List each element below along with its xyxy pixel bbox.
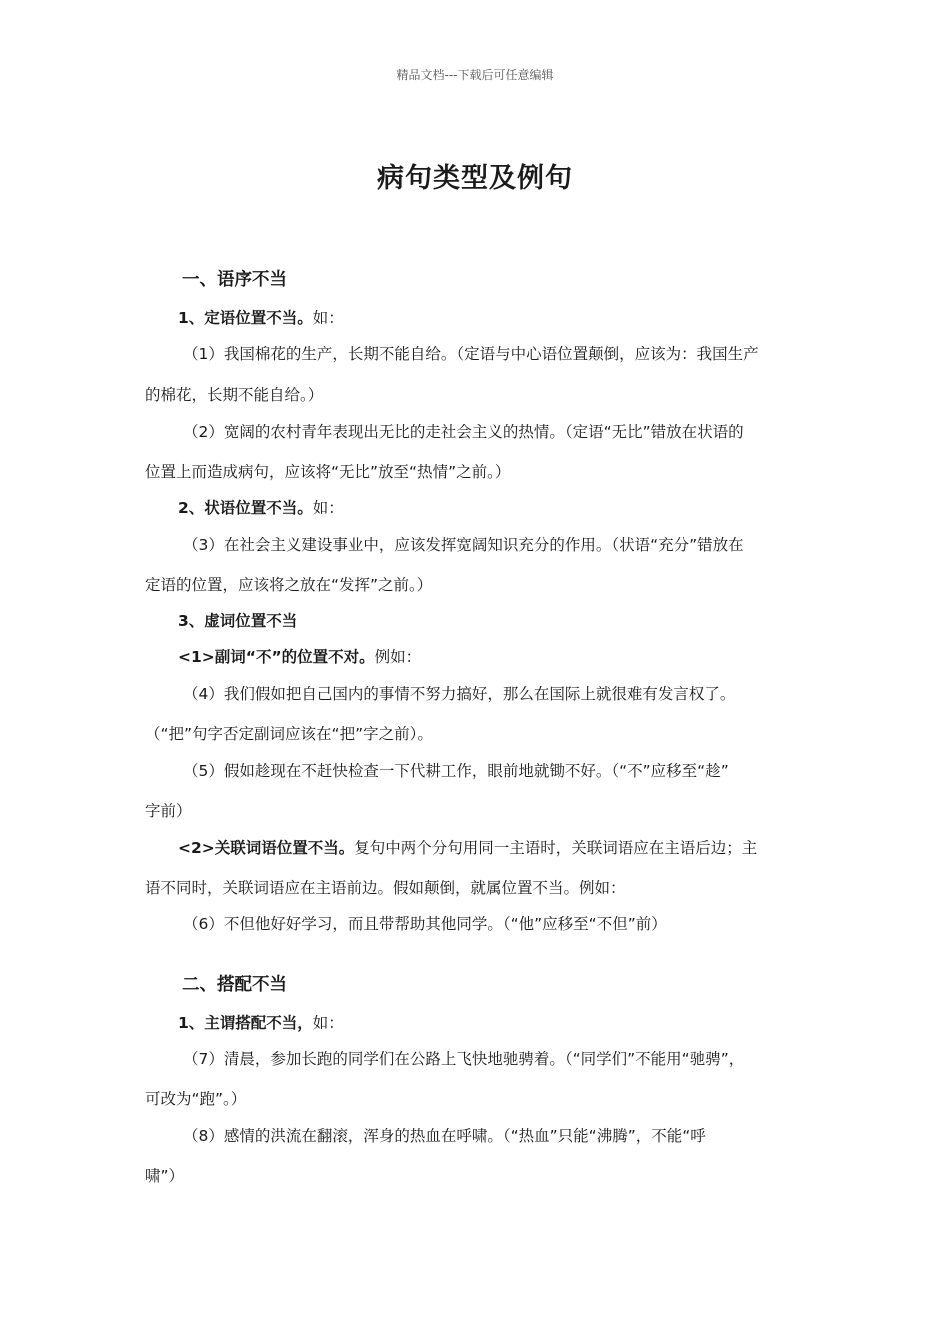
- example-line: 位置上而造成病句，应该将“无比”放至“热情”之前。）: [145, 463, 511, 481]
- subheading-bold: 1、定语位置不当。: [178, 309, 313, 327]
- example-line: （6）不但他好好学习，而且带帮助其他同学。（“他”应移至“不但”前）: [183, 915, 667, 933]
- subheading: [178, 1013, 344, 1033]
- example-line: （4）我们假如把自己国内的事情不努力搞好，那么在国际上就很难有发言权了。: [183, 685, 736, 703]
- subheading: [178, 838, 757, 858]
- subheading-text: 复句中两个分句用同一主语时，关联词语应在主语后边；主: [354, 839, 758, 857]
- subheading: [178, 498, 344, 518]
- subheading-text: 如：: [312, 499, 344, 517]
- subheading-text: 如：: [312, 309, 344, 327]
- subheading-bold: 2、状语位置不当。: [178, 499, 313, 517]
- subheading-text: 例如：: [374, 648, 422, 666]
- example-line: （1）我国棉花的生产，长期不能自给。（定语与中心语位置颠倒，应该为：我国生产: [183, 345, 759, 363]
- example-line: 可改为“跑”。）: [145, 1090, 247, 1108]
- subheading-bold: <1>副词“不”的位置不对。: [178, 648, 375, 666]
- subheading: [178, 308, 344, 328]
- example-line: （“把”句字否定副词应该在“把”字之前）。: [145, 725, 433, 743]
- page-title: 病句类型及例句: [377, 163, 573, 194]
- page-header: 精品文档---下载后可任意编辑: [396, 68, 554, 82]
- example-line: 字前）: [145, 802, 192, 820]
- example-line: （3）在社会主义建设事业中，应该发挥宽阔知识充分的作用。（状语“充分”错放在: [183, 536, 744, 554]
- section-heading: 一、语序不当: [182, 270, 287, 290]
- subheading-bold: 3、虚词位置不当: [178, 612, 298, 630]
- example-line: （2）宽阔的农村青年表现出无比的走社会主义的热情。（定语“无比”错放在状语的: [183, 423, 744, 441]
- subheading: [178, 647, 421, 667]
- example-line: （8）感情的洪流在翻滚，浑身的热血在呼啸。（“热血”只能“沸腾”，不能“呼: [183, 1127, 706, 1145]
- example-line: 啸”）: [145, 1167, 185, 1185]
- subheading: [178, 611, 297, 631]
- section-heading: 二、搭配不当: [182, 975, 287, 995]
- example-line: （7）清晨，参加长跑的同学们在公路上飞快地驰骋着。（“同学们”不能用“驰骋”，: [183, 1050, 745, 1068]
- subheading-bold: 1、主谓搭配不当，: [178, 1014, 313, 1032]
- example-line: 定语的位置，应该将之放在“发挥”之前。）: [145, 576, 433, 594]
- example-line: 的棉花，长期不能自给。）: [145, 386, 324, 404]
- subheading-text: 如：: [312, 1014, 344, 1032]
- example-line: （5）假如趁现在不赶快检查一下代耕工作，眼前地就锄不好。（“不”应移至“趁”: [183, 762, 729, 780]
- subheading-bold: <2>关联词语位置不当。: [178, 839, 355, 857]
- paragraph-line: 语不同时，关联词语应在主语前边。假如颠倒，就属位置不当。例如：: [145, 879, 626, 897]
